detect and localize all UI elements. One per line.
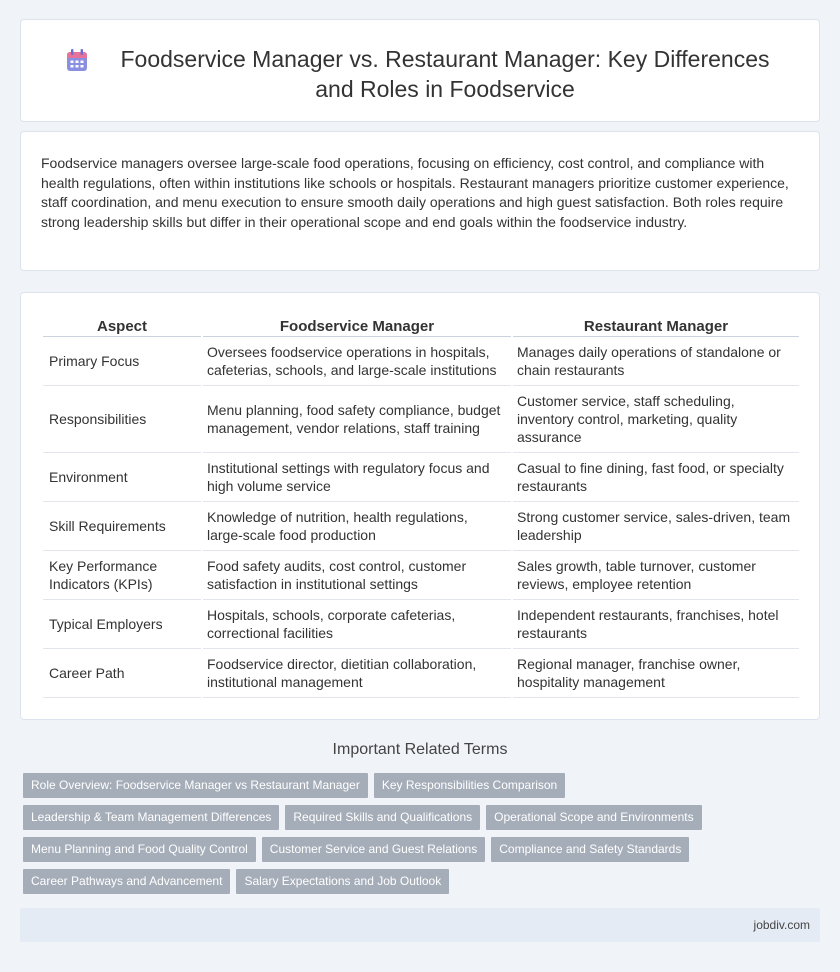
row-foodservice: Knowledge of nutrition, health regulations, large-scale food production <box>203 502 511 551</box>
table-row <box>43 453 799 502</box>
row-foodservice: Hospitals, schools, corporate cafeterias, correctional facilities <box>203 600 511 649</box>
intro-paragraph: Foodservice managers oversee large-scale food operations, focusing on efficiency, cost control, and compliance with health regulations, often within institutions like schools or hospitals. Restaurant managers prioritize customer experience, staff coordination, and menu execution to ensure smooth daily operations and high guest satisfaction. Both roles require strong leadership skills but differ in their operational scope and end goals within the foodservice industry. <box>41 155 789 230</box>
table-header-row <box>43 315 799 337</box>
related-term-tag[interactable]: Customer Service and Guest Relations <box>262 837 485 862</box>
row-restaurant: Sales growth, table turnover, customer reviews, employee retention <box>513 551 799 600</box>
table-row <box>43 649 799 698</box>
page-title: Foodservice Manager vs. Restaurant Manager: Key Differences and Roles in Foodservice <box>120 46 770 102</box>
header-foodservice-manager: Foodservice Manager <box>203 315 511 337</box>
table-row <box>43 551 799 600</box>
related-terms-list <box>23 773 813 901</box>
row-restaurant: Customer service, staff scheduling, inventory control, marketing, quality assurance <box>513 386 799 453</box>
row-restaurant: Regional manager, franchise owner, hospitality management <box>513 649 799 698</box>
related-terms-heading: Important Related Terms <box>332 741 508 758</box>
table-row <box>43 337 799 386</box>
row-aspect: Environment <box>43 453 201 502</box>
row-restaurant: Strong customer service, sales-driven, team leadership <box>513 502 799 551</box>
row-foodservice: Menu planning, food safety compliance, budget management, vendor relations, staff training <box>203 386 511 453</box>
row-aspect: Career Path <box>43 649 201 698</box>
header-restaurant-manager: Restaurant Manager <box>513 315 799 337</box>
table-row <box>43 502 799 551</box>
table-row <box>43 386 799 453</box>
row-aspect: Key Performance Indicators (KPIs) <box>43 551 201 600</box>
intro-card <box>20 131 820 271</box>
row-aspect: Skill Requirements <box>43 502 201 551</box>
row-foodservice: Foodservice director, dietitian collaboration, institutional management <box>203 649 511 698</box>
related-term-tag[interactable]: Operational Scope and Environments <box>486 805 701 830</box>
row-restaurant: Independent restaurants, franchises, hotel restaurants <box>513 600 799 649</box>
related-term-tag[interactable]: Menu Planning and Food Quality Control <box>23 837 256 862</box>
row-aspect: Responsibilities <box>43 386 201 453</box>
footer-site-link[interactable]: jobdiv.com <box>753 918 810 932</box>
related-term-tag[interactable]: Career Pathways and Advancement <box>23 869 230 894</box>
related-term-tag[interactable]: Required Skills and Qualifications <box>285 805 480 830</box>
comparison-table <box>41 315 801 698</box>
related-term-tag[interactable]: Salary Expectations and Job Outlook <box>236 869 449 894</box>
header-aspect: Aspect <box>43 315 201 337</box>
related-term-tag[interactable]: Key Responsibilities Comparison <box>374 773 565 798</box>
row-aspect: Typical Employers <box>43 600 201 649</box>
comparison-card <box>20 292 820 720</box>
row-foodservice: Food safety audits, cost control, customer satisfaction in institutional settings <box>203 551 511 600</box>
footer <box>20 908 820 942</box>
row-foodservice: Institutional settings with regulatory focus and high volume service <box>203 453 511 502</box>
row-foodservice: Oversees foodservice operations in hospitals, cafeterias, schools, and large-scale institutions <box>203 337 511 386</box>
title-card <box>20 19 820 122</box>
row-aspect: Primary Focus <box>43 337 201 386</box>
row-restaurant: Casual to fine dining, fast food, or specialty restaurants <box>513 453 799 502</box>
related-term-tag[interactable]: Leadership & Team Management Differences <box>23 805 279 830</box>
related-term-tag[interactable]: Role Overview: Foodservice Manager vs Restaurant Manager <box>23 773 368 798</box>
row-restaurant: Manages daily operations of standalone or chain restaurants <box>513 337 799 386</box>
related-term-tag[interactable]: Compliance and Safety Standards <box>491 837 689 862</box>
table-row <box>43 600 799 649</box>
